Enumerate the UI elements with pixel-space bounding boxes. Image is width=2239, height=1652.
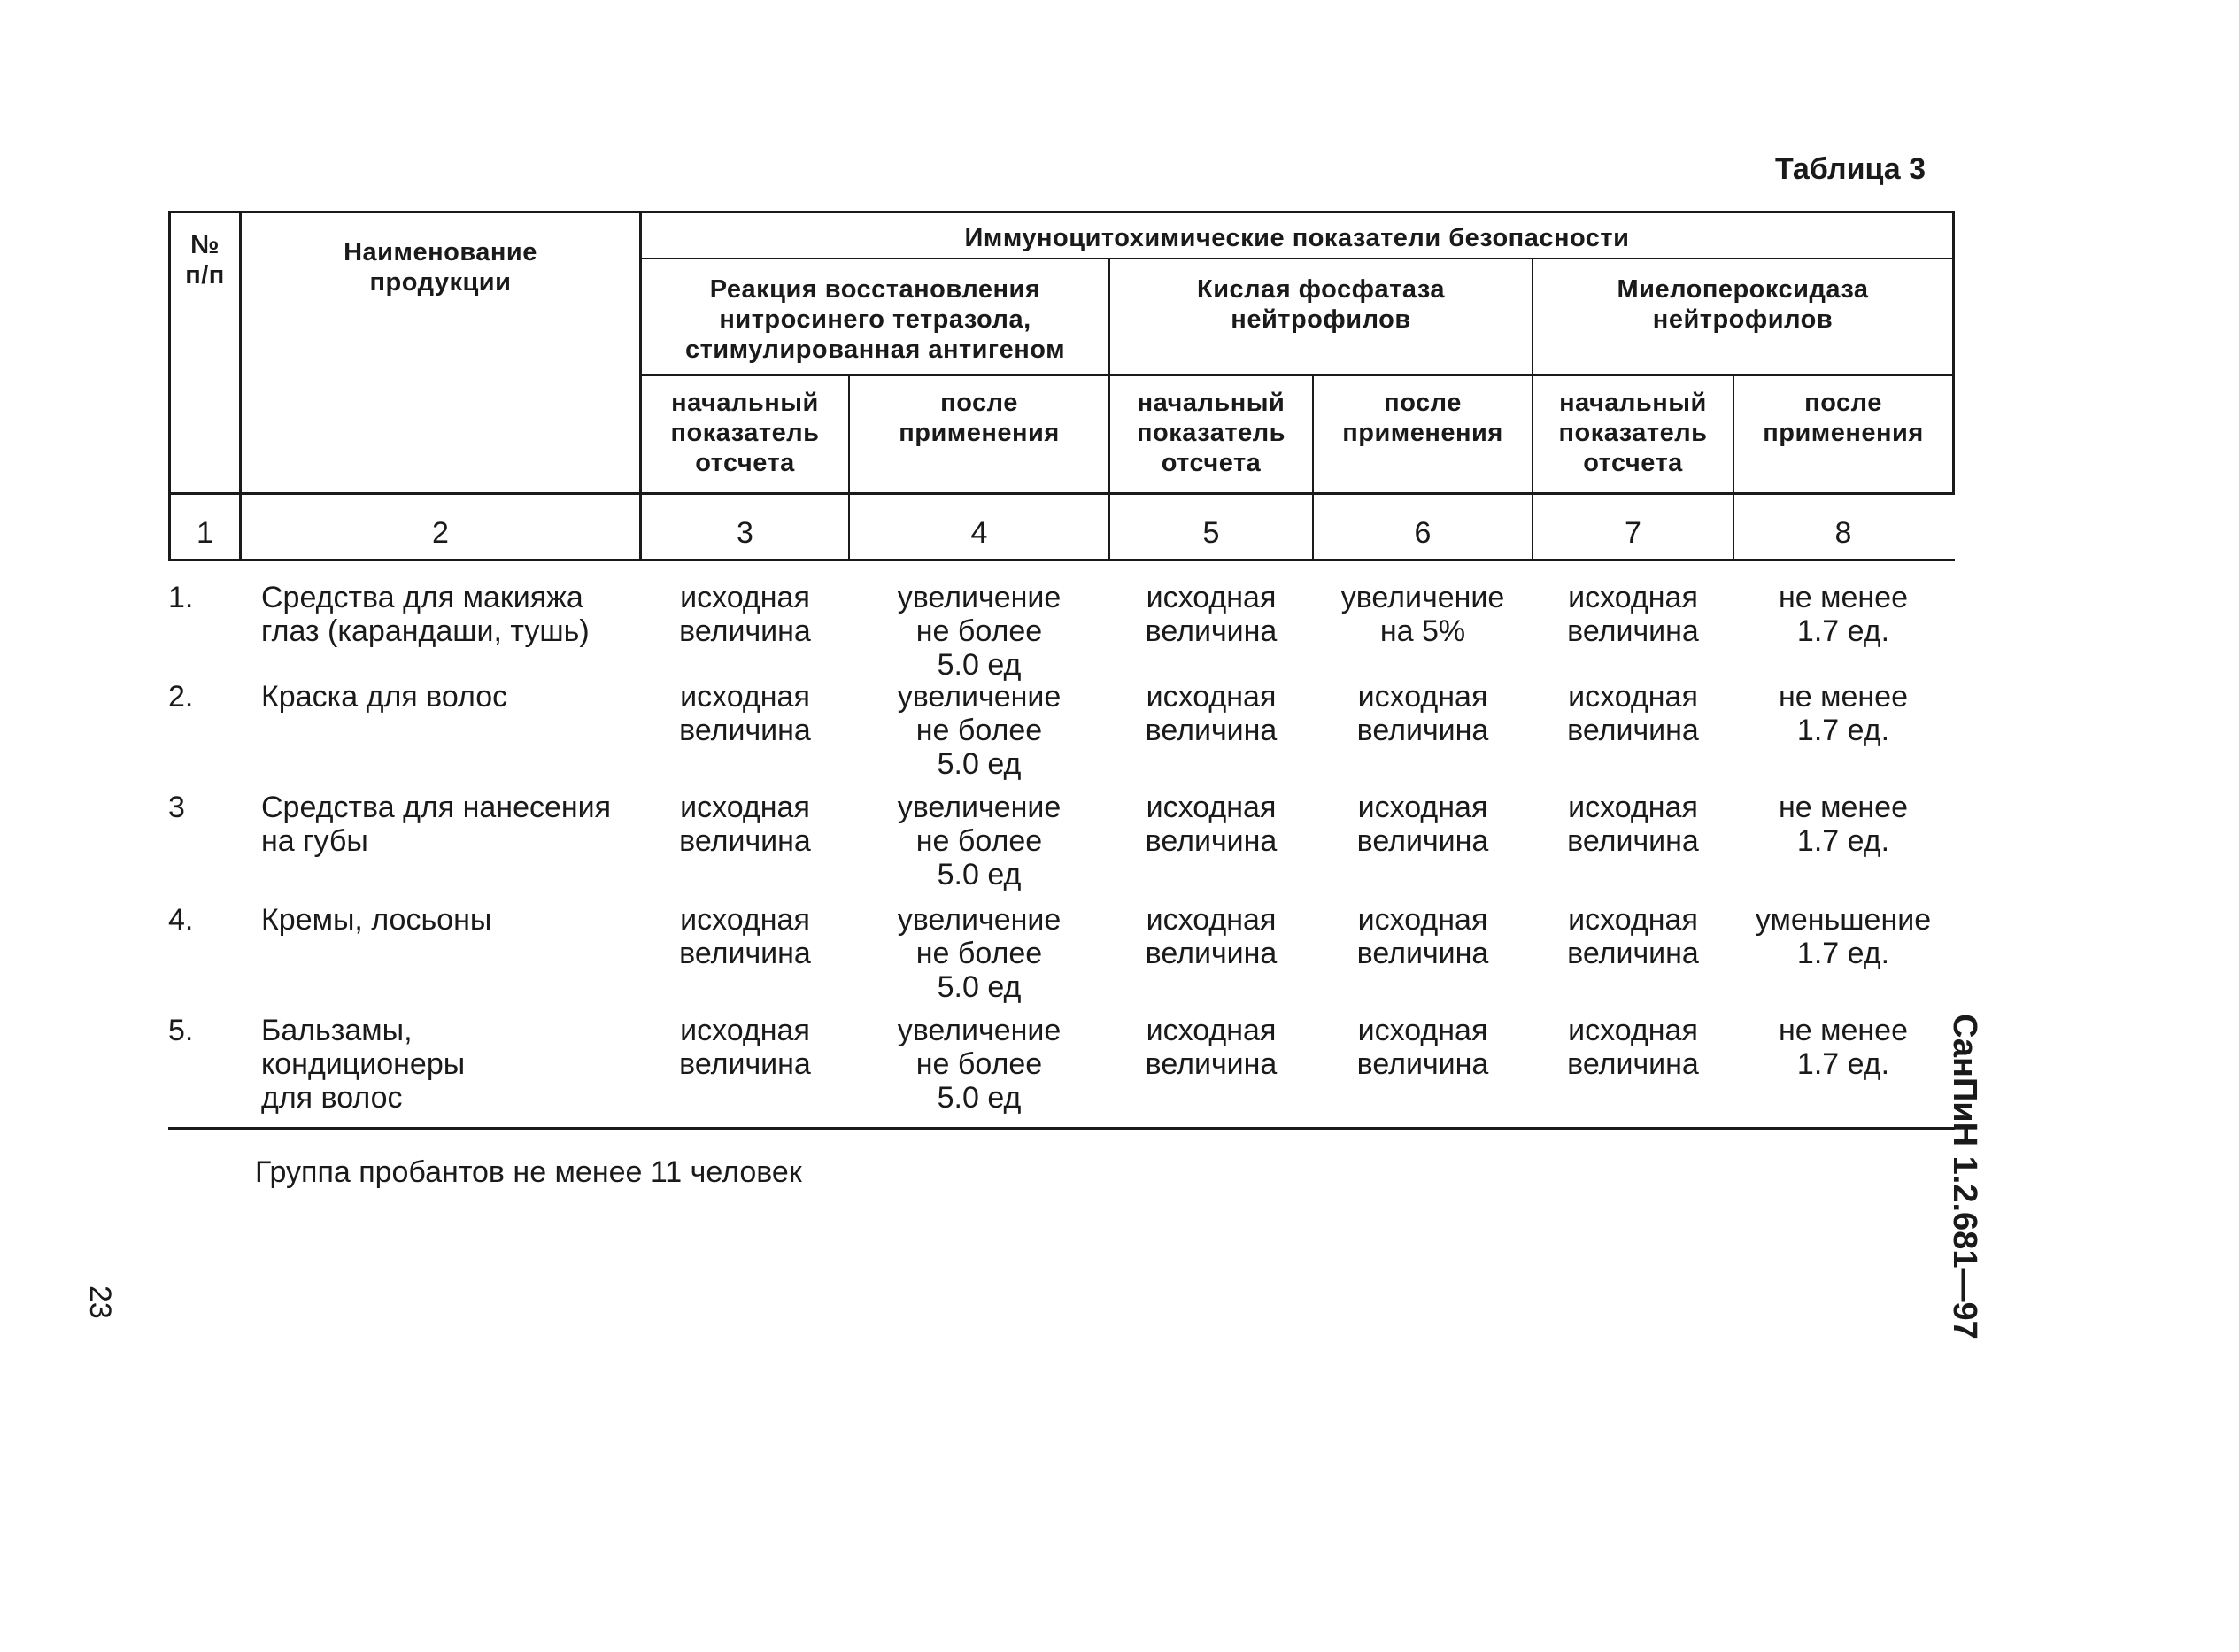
- col-number-5: 5: [1202, 516, 1220, 550]
- header-nbt-reaction: Реакция восстановления нитросинего тетразола, стимулированная антигеном: [684, 275, 1066, 364]
- cell-c4: увеличение не более 5.0 ед: [897, 903, 1062, 1004]
- cell-c3: исходная величина: [679, 791, 811, 858]
- col-number-7: 7: [1625, 516, 1641, 550]
- product-name: Кремы, лосьоны: [261, 903, 492, 937]
- row-number: 2.: [168, 680, 194, 714]
- header-after-4: после применения: [899, 389, 1060, 447]
- product-name: Средства для нанесения на губы: [261, 791, 612, 858]
- cell-c7: исходная величина: [1567, 791, 1699, 858]
- row-number: 1.: [168, 581, 194, 614]
- col-number-6: 6: [1414, 516, 1432, 550]
- cell-c7: исходная величина: [1567, 1014, 1699, 1081]
- header-after-8: после применения: [1763, 389, 1924, 447]
- col-number-2: 2: [432, 516, 449, 550]
- cell-c5: исходная величина: [1145, 1014, 1278, 1081]
- header-initial-5: начальный показатель отсчета: [1137, 389, 1285, 477]
- cell-c3: исходная величина: [679, 903, 811, 970]
- cell-c5: исходная величина: [1145, 791, 1278, 858]
- page-number: 23: [83, 1285, 117, 1319]
- header-initial-3: начальный показатель отсчета: [670, 389, 820, 477]
- cell-c8: не менее 1.7 ед.: [1778, 581, 1908, 648]
- cell-c6: исходная величина: [1356, 680, 1489, 747]
- cell-c6: увеличение на 5%: [1340, 581, 1505, 648]
- cell-c3: исходная величина: [679, 581, 811, 648]
- cell-c5: исходная величина: [1145, 581, 1278, 648]
- document-code: СанПиН 1.2.681—97: [1946, 1014, 1983, 1339]
- cell-c4: увеличение не более 5.0 ед: [897, 680, 1062, 781]
- product-name: Бальзамы, кондиционеры для волос: [261, 1014, 466, 1115]
- cell-c4: увеличение не более 5.0 ед: [897, 1014, 1062, 1115]
- col-number-4: 4: [970, 516, 988, 550]
- header-number: № п/п: [185, 231, 225, 289]
- product-name: Средства для макияжа глаз (карандаши, тушь): [261, 581, 590, 648]
- header-product-name: Наименование продукции: [344, 238, 537, 297]
- header-initial-7: начальный показатель отсчета: [1558, 389, 1708, 477]
- cell-c6: исходная величина: [1356, 791, 1489, 858]
- header-after-6: после применения: [1342, 389, 1503, 447]
- cell-c7: исходная величина: [1567, 581, 1699, 648]
- cell-c3: исходная величина: [679, 1014, 811, 1081]
- header-group: Иммуноцитохимические показатели безопасности: [964, 224, 1630, 252]
- cell-c6: исходная величина: [1356, 1014, 1489, 1081]
- table-caption: Таблица 3: [1775, 152, 1926, 186]
- cell-c7: исходная величина: [1567, 903, 1699, 970]
- cell-c5: исходная величина: [1145, 903, 1278, 970]
- cell-c8: не менее 1.7 ед.: [1778, 1014, 1908, 1081]
- cell-c4: увеличение не более 5.0 ед: [897, 581, 1062, 682]
- cell-c7: исходная величина: [1567, 680, 1699, 747]
- cell-c3: исходная величина: [679, 680, 811, 747]
- header-acid-phosphatase: Кислая фосфатаза нейтрофилов: [1197, 275, 1445, 334]
- cell-c5: исходная величина: [1145, 680, 1278, 747]
- col-number-1: 1: [197, 516, 213, 550]
- row-number: 3: [168, 791, 185, 824]
- row-number: 5.: [168, 1014, 194, 1047]
- header-myeloperoxidase: Миелопероксидаза нейтрофилов: [1617, 275, 1869, 334]
- cell-c4: увеличение не более 5.0 ед: [897, 791, 1062, 892]
- cell-c6: исходная величина: [1356, 903, 1489, 970]
- product-name: Краска для волос: [261, 680, 508, 714]
- footnote: Группа пробантов не менее 11 человек: [255, 1155, 802, 1189]
- cell-c8: не менее 1.7 ед.: [1778, 680, 1908, 747]
- row-number: 4.: [168, 903, 194, 937]
- cell-c8: не менее 1.7 ед.: [1778, 791, 1908, 858]
- cell-c8: уменьшение 1.7 ед.: [1755, 903, 1932, 970]
- col-number-3: 3: [737, 516, 753, 550]
- col-number-8: 8: [1834, 516, 1852, 550]
